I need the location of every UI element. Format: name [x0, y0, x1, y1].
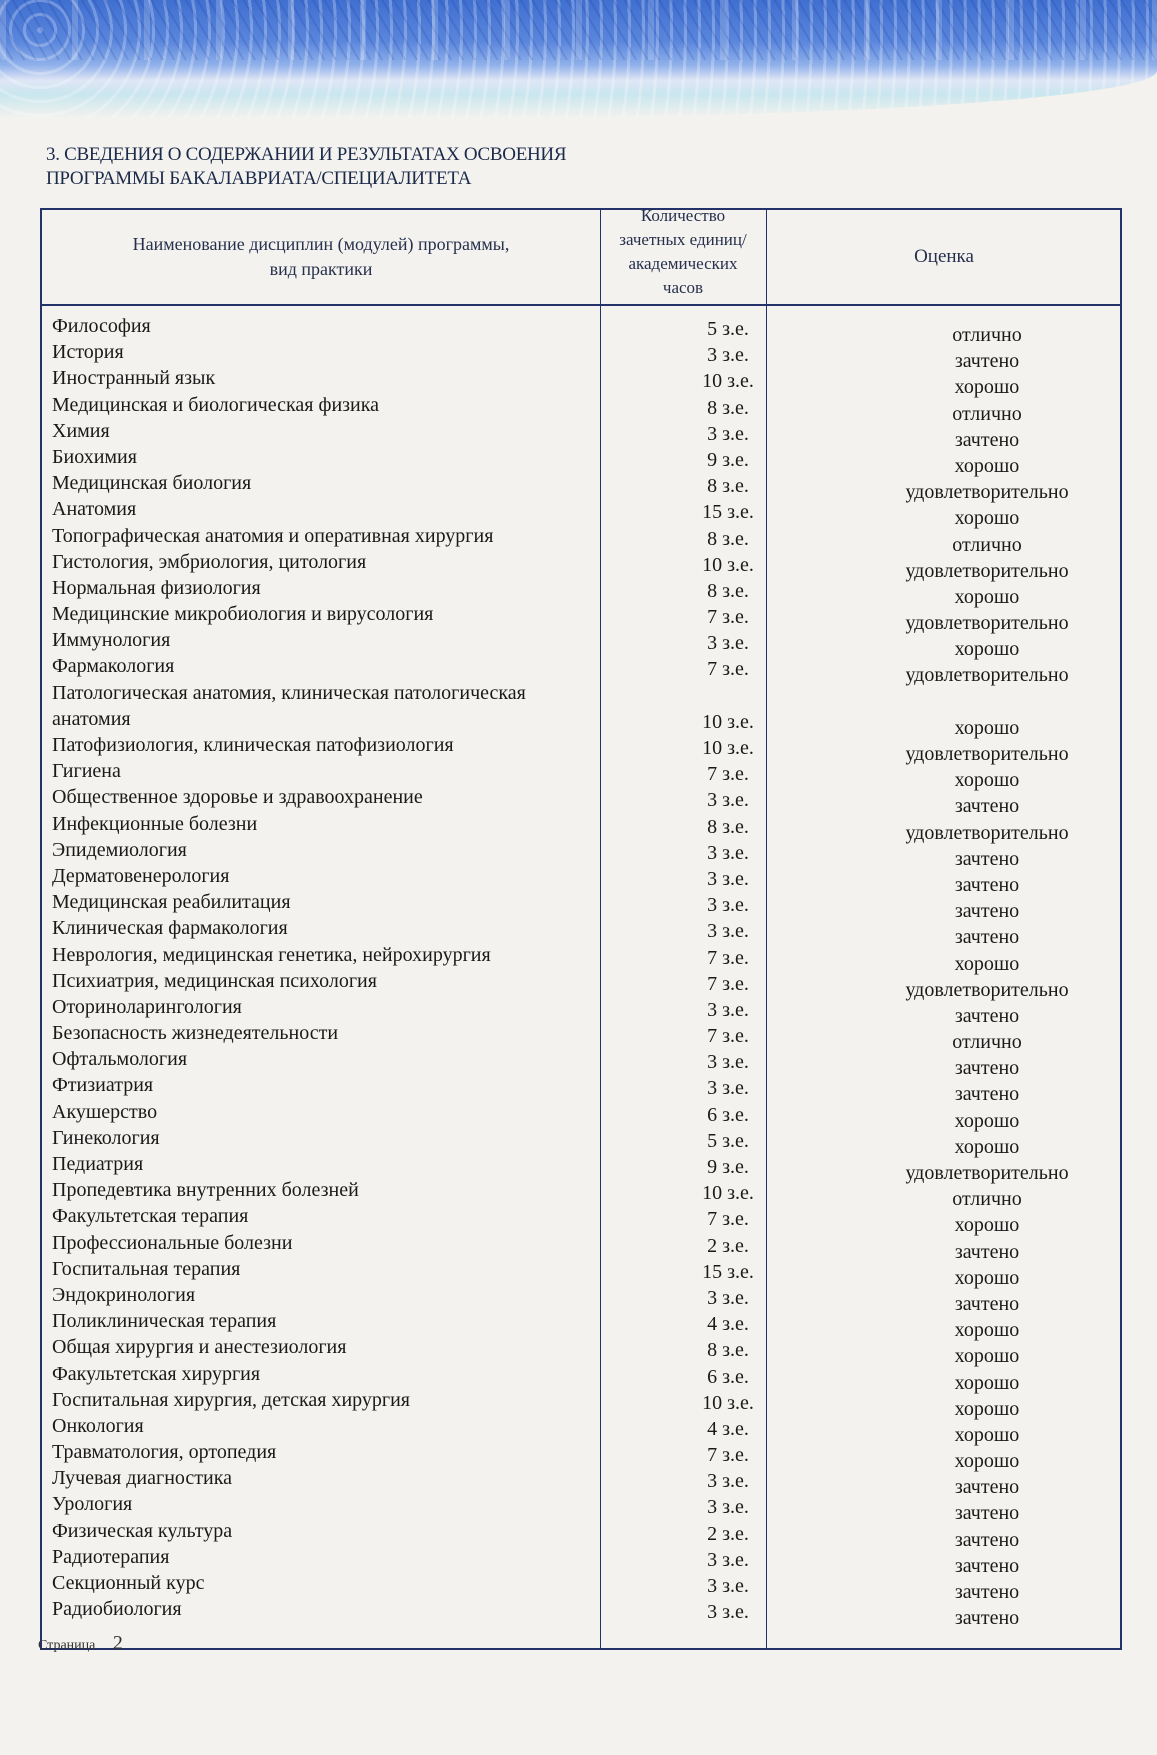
discipline-grade: хорошо — [954, 1214, 1020, 1237]
discipline-credits: 9 з.е. — [707, 448, 749, 471]
header-divider — [42, 304, 1120, 306]
discipline-name: Факультетская хирургия — [52, 1362, 261, 1385]
discipline-name: Эпидемиология — [52, 838, 187, 861]
discipline-name: Философия — [52, 315, 151, 337]
discipline-grade: зачтено — [954, 1554, 1020, 1577]
discipline-credits: 2 з.е. — [707, 1522, 749, 1545]
discipline-name: Оториноларингология — [52, 995, 242, 1018]
discipline-grade: зачтено — [954, 1502, 1020, 1525]
discipline-credits: 5 з.е. — [707, 318, 749, 340]
discipline-credits: 7 з.е. — [707, 658, 749, 681]
discipline-credits: 10 з.е. — [702, 1391, 754, 1414]
discipline-credits: 10 з.е. — [702, 553, 754, 576]
discipline-name: Иностранный язык — [52, 367, 216, 390]
discipline-credits: 3 з.е. — [707, 422, 749, 445]
discipline-credits: 3 з.е. — [707, 1470, 749, 1493]
discipline-credits: 7 з.е. — [707, 763, 749, 786]
discipline-grade: хорошо — [954, 507, 1020, 530]
discipline-grade: зачтено — [954, 1476, 1020, 1499]
discipline-grade: зачтено — [954, 350, 1020, 373]
discipline-name: Биохимия — [52, 445, 137, 468]
discipline-grade: хорошо — [954, 1397, 1020, 1420]
discipline-credits: 3 з.е. — [707, 920, 749, 943]
discipline-name: Гигиена — [52, 760, 121, 783]
discipline-credits: 3 з.е. — [707, 1601, 749, 1624]
discipline-name: Общая хирургия и анестезиология — [52, 1336, 347, 1359]
discipline-credits: 3 з.е. — [707, 841, 749, 864]
discipline-grade: удовлетворительно — [905, 481, 1069, 504]
page-footer — [38, 1632, 123, 1655]
discipline-grade: зачтено — [954, 1004, 1020, 1027]
discipline-credits: 7 з.е. — [707, 972, 749, 995]
discipline-credits: 3 з.е. — [707, 789, 749, 812]
discipline-credits: 4 з.е. — [707, 1417, 749, 1440]
discipline-grade: удовлетворительно — [905, 743, 1069, 765]
guilloche-pattern — [0, 0, 1157, 60]
discipline-credits: 4 з.е. — [707, 1313, 749, 1336]
discipline-name: Травматология, ортопедия — [52, 1441, 277, 1464]
header-grade: Оценка — [914, 246, 974, 267]
discipline-grade: хорошо — [954, 1450, 1020, 1473]
discipline-credits: 3 з.е. — [707, 1077, 749, 1100]
discipline-name: Радиотерапия — [52, 1545, 170, 1568]
discipline-grade: зачтено — [954, 1292, 1020, 1315]
grade-column — [852, 322, 1122, 1631]
discipline-grade: отлично — [952, 1031, 1022, 1054]
discipline-name: Иммунология — [52, 629, 171, 652]
discipline-credits: 10 з.е. — [702, 1182, 754, 1205]
discipline-grade: хорошо — [954, 1109, 1020, 1132]
discipline-grade: отлично — [952, 324, 1022, 346]
discipline-credits: 8 з.е. — [707, 1339, 749, 1362]
discipline-credits: 3 з.е. — [707, 998, 749, 1021]
credits-column — [640, 316, 816, 1625]
discipline-name: Госпитальная хирургия, детская хирургия — [52, 1388, 410, 1411]
discipline-grade: зачтено — [954, 1528, 1020, 1551]
discipline-name: Урология — [52, 1493, 133, 1516]
discipline-name: Медицинская биология — [52, 472, 252, 495]
discipline-credits: 10 з.е. — [702, 370, 754, 393]
discipline-name: Факультетская терапия — [52, 1205, 249, 1228]
discipline-grade: удовлетворительно — [905, 821, 1069, 844]
discipline-grade: зачтено — [954, 1607, 1020, 1630]
discipline-grade: зачтено — [954, 1240, 1020, 1263]
discipline-grade: хорошо — [954, 585, 1020, 608]
discipline-grade: отлично — [952, 533, 1022, 556]
discipline-name: Физическая культура — [52, 1519, 233, 1542]
security-pattern-banner — [0, 0, 1157, 118]
discipline-grade — [852, 689, 1122, 715]
discipline-grade: хорошо — [954, 1371, 1020, 1394]
discipline-grade: зачтено — [954, 847, 1020, 870]
section-title-line2: ПРОГРАММЫ БАКАЛАВРИАТА/СПЕЦИАЛИТЕТА — [46, 168, 472, 189]
discipline-grade: зачтено — [954, 1083, 1020, 1106]
discipline-grade: зачтено — [954, 873, 1020, 896]
page-label: Страница — [38, 1638, 96, 1653]
discipline-name: История — [52, 341, 124, 364]
discipline-name: Дерматовенерология — [52, 864, 230, 887]
discipline-grade: хорошо — [954, 1423, 1020, 1446]
discipline-name: Поликлиническая терапия — [52, 1310, 277, 1333]
discipline-grade: зачтено — [954, 900, 1020, 923]
discipline-credits: 8 з.е. — [707, 579, 749, 602]
discipline-credits: 3 з.е. — [707, 1051, 749, 1074]
discipline-name: Радиобиология — [52, 1598, 182, 1621]
discipline-credits: 10 з.е. — [702, 710, 754, 733]
discipline-grade: удовлетворительно — [905, 612, 1069, 635]
discipline-grade: хорошо — [954, 716, 1020, 739]
discipline-grade: удовлетворительно — [905, 559, 1069, 582]
discipline-credits: 3 з.е. — [707, 1496, 749, 1519]
discipline-name: Гинекология — [52, 1126, 160, 1149]
discipline-name: Лучевая диагностика — [52, 1467, 233, 1490]
discipline-credits: 3 з.е. — [707, 1548, 749, 1571]
discipline-name: Безопасность жизнедеятельности — [52, 1022, 339, 1045]
discipline-credits: 7 з.е. — [707, 1208, 749, 1231]
discipline-name: Медицинские микробиология и вирусология — [52, 603, 434, 626]
discipline-grade: хорошо — [954, 952, 1020, 975]
discipline-credits: 7 з.е. — [707, 946, 749, 969]
discipline-credits: 15 з.е. — [702, 1260, 754, 1283]
discipline-credits: 8 з.е. — [707, 396, 749, 419]
discipline-name: Топографическая анатомия и оперативная хирургия — [52, 524, 494, 547]
discipline-name: Профессиональные болезни — [52, 1231, 293, 1254]
discipline-name: Госпитальная терапия — [52, 1257, 241, 1280]
discipline-credits: 2 з.е. — [707, 1234, 749, 1257]
discipline-grade: хорошо — [954, 769, 1020, 792]
discipline-credits: 15 з.е. — [702, 501, 754, 524]
discipline-credits: 3 з.е. — [707, 1286, 749, 1309]
discipline-name: Секционный курс — [52, 1572, 205, 1595]
discipline-grade: удовлетворительно — [905, 978, 1069, 1001]
discipline-grade: хорошо — [954, 1135, 1020, 1158]
discipline-name: Педиатрия — [52, 1153, 144, 1176]
discipline-credits: 8 з.е. — [707, 815, 749, 838]
section-title — [46, 143, 566, 191]
discipline-credits — [640, 683, 816, 709]
header-credits: Количество зачетных единиц/ академических часов — [619, 206, 747, 297]
discipline-name: Неврология, медицинская генетика, нейрохирургия — [52, 943, 491, 966]
discipline-credits: 3 з.е. — [707, 894, 749, 917]
discipline-name: Пропедевтика внутренних болезней — [52, 1179, 359, 1202]
discipline-credits: 5 з.е. — [707, 1129, 749, 1152]
discipline-grade: хорошо — [954, 638, 1020, 661]
discipline-credits: 6 з.е. — [707, 1365, 749, 1388]
discipline-credits: 7 з.е. — [707, 1025, 749, 1048]
discipline-credits: 8 з.е. — [707, 475, 749, 498]
discipline-grade: зачтено — [954, 428, 1020, 451]
discipline-grade: удовлетворительно — [905, 1162, 1069, 1184]
discipline-column — [52, 313, 672, 1622]
discipline-name: Фармакология — [52, 655, 175, 678]
discipline-name: Анатомия — [52, 498, 137, 521]
discipline-name: Гистология, эмбриология, цитология — [52, 550, 367, 573]
discipline-name: Фтизиатрия — [52, 1074, 154, 1097]
discipline-credits: 10 з.е. — [702, 737, 754, 759]
discipline-grade: хорошо — [954, 454, 1020, 477]
discipline-name: Клиническая фармакология — [52, 917, 288, 940]
discipline-grade: отлично — [952, 1188, 1022, 1211]
discipline-credits: 7 з.е. — [707, 1444, 749, 1467]
discipline-grade: зачтено — [954, 926, 1020, 949]
discipline-name: Патологическая анатомия, клиническая патологическая анатомия — [52, 681, 526, 730]
discipline-credits: 6 з.е. — [707, 1103, 749, 1126]
discipline-grade: хорошо — [954, 1345, 1020, 1368]
discipline-credits: 3 з.е. — [707, 1575, 749, 1597]
discipline-name: Химия — [52, 419, 110, 442]
discipline-name: Медицинская реабилитация — [52, 891, 291, 914]
discipline-grade: хорошо — [954, 376, 1020, 399]
discipline-credits: 8 з.е. — [707, 527, 749, 550]
discipline-grade: хорошо — [954, 1319, 1020, 1342]
page-number: 2 — [112, 1632, 123, 1654]
discipline-credits: 7 з.е. — [707, 606, 749, 629]
discipline-name: Медицинская и биологическая физика — [52, 393, 380, 416]
discipline-name: Психиатрия, медицинская психология — [52, 969, 377, 992]
discipline-credits: 9 з.е. — [707, 1156, 749, 1178]
discipline-name: Офтальмология — [52, 1048, 188, 1071]
discipline-credits: 3 з.е. — [707, 632, 749, 655]
discipline-name: Эндокринология — [52, 1283, 196, 1306]
discipline-grade: зачтено — [954, 1581, 1020, 1603]
discipline-name: Патофизиология, клиническая патофизиология — [52, 734, 454, 757]
discipline-credits: 3 з.е. — [707, 344, 749, 367]
header-discipline-name: Наименование дисциплин (модулей) программы, вид практики — [132, 234, 510, 279]
discipline-grade: зачтено — [954, 795, 1020, 818]
section-title-line1: 3. СВЕДЕНИЯ О СОДЕРЖАНИИ И РЕЗУЛЬТАТАХ ОСВОЕНИЯ — [46, 144, 567, 165]
discipline-grade: отлично — [952, 402, 1022, 425]
discipline-name: Инфекционные болезни — [52, 812, 258, 835]
discipline-name: Онкология — [52, 1414, 144, 1437]
discipline-grade: хорошо — [954, 1266, 1020, 1289]
discipline-grade: зачтено — [954, 1057, 1020, 1080]
discipline-grade: удовлетворительно — [905, 664, 1069, 687]
discipline-credits: 3 з.е. — [707, 867, 749, 890]
discipline-name: Акушерство — [52, 1100, 158, 1123]
discipline-name: Нормальная физиология — [52, 576, 261, 599]
discipline-name: Общественное здоровье и здравоохранение — [52, 786, 423, 809]
